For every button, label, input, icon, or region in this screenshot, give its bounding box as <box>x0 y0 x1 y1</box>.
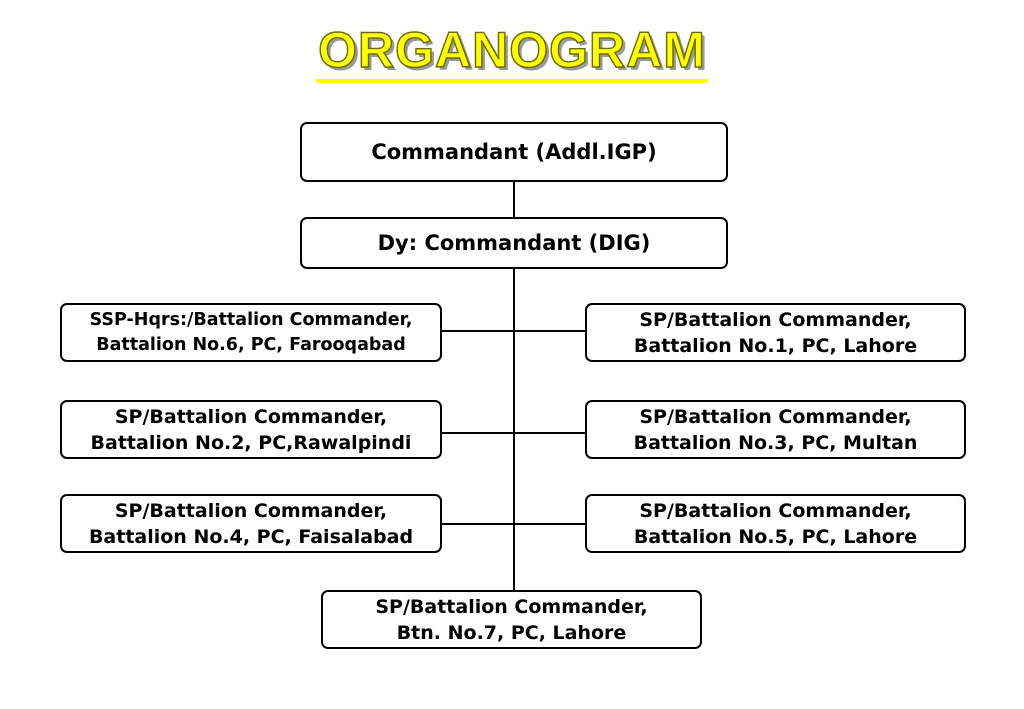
node-battalion-7-line1: SP/Battalion Commander, <box>375 595 648 618</box>
node-battalion-4-line2: Battalion No.4, PC, Faisalabad <box>88 525 414 548</box>
node-battalion-2-line2: Battalion No.2, PC,Rawalpindi <box>90 431 412 454</box>
node-battalion-1-line1: SP/Battalion Commander, <box>639 308 912 331</box>
node-battalion-5 <box>585 494 966 553</box>
node-battalion-5-line2: Battalion No.5, PC, Lahore <box>633 525 918 548</box>
title-container <box>0 22 1024 83</box>
node-battalion-4-line1: SP/Battalion Commander, <box>114 499 388 522</box>
node-battalion-3-line1: SP/Battalion Commander, <box>639 405 912 428</box>
node-commandant-label: Commandant (Addl.IGP) <box>371 140 657 164</box>
node-battalion-6 <box>60 303 442 362</box>
node-battalion-1 <box>585 303 966 362</box>
connector-main-trunk <box>513 268 515 592</box>
node-battalion-7 <box>321 590 702 649</box>
node-dy-commandant-label: Dy: Commandant (DIG) <box>377 231 651 255</box>
node-battalion-2 <box>60 400 442 459</box>
connector-row-3 <box>441 523 586 525</box>
connector-commandant-to-dy <box>513 181 515 218</box>
page-title: ORGANOGRAM <box>316 22 708 83</box>
node-battalion-1-line2: Battalion No.1, PC, Lahore <box>633 334 918 357</box>
node-battalion-4 <box>60 494 442 553</box>
node-battalion-3-line2: Battalion No.3, PC, Multan <box>633 431 918 454</box>
connector-row-2 <box>441 432 586 434</box>
node-commandant <box>300 122 728 182</box>
node-battalion-3 <box>585 400 966 459</box>
node-battalion-5-line1: SP/Battalion Commander, <box>639 499 912 522</box>
node-battalion-6-line2: Battalion No.6, PC, Farooqabad <box>96 334 406 355</box>
node-battalion-7-line2: Btn. No.7, PC, Lahore <box>396 621 627 644</box>
node-battalion-2-line1: SP/Battalion Commander, <box>114 405 388 428</box>
node-dy-commandant <box>300 217 728 269</box>
node-battalion-6-line1: SSP-Hqrs:/Battalion Commander, <box>89 309 413 330</box>
connector-row-1 <box>441 330 586 332</box>
